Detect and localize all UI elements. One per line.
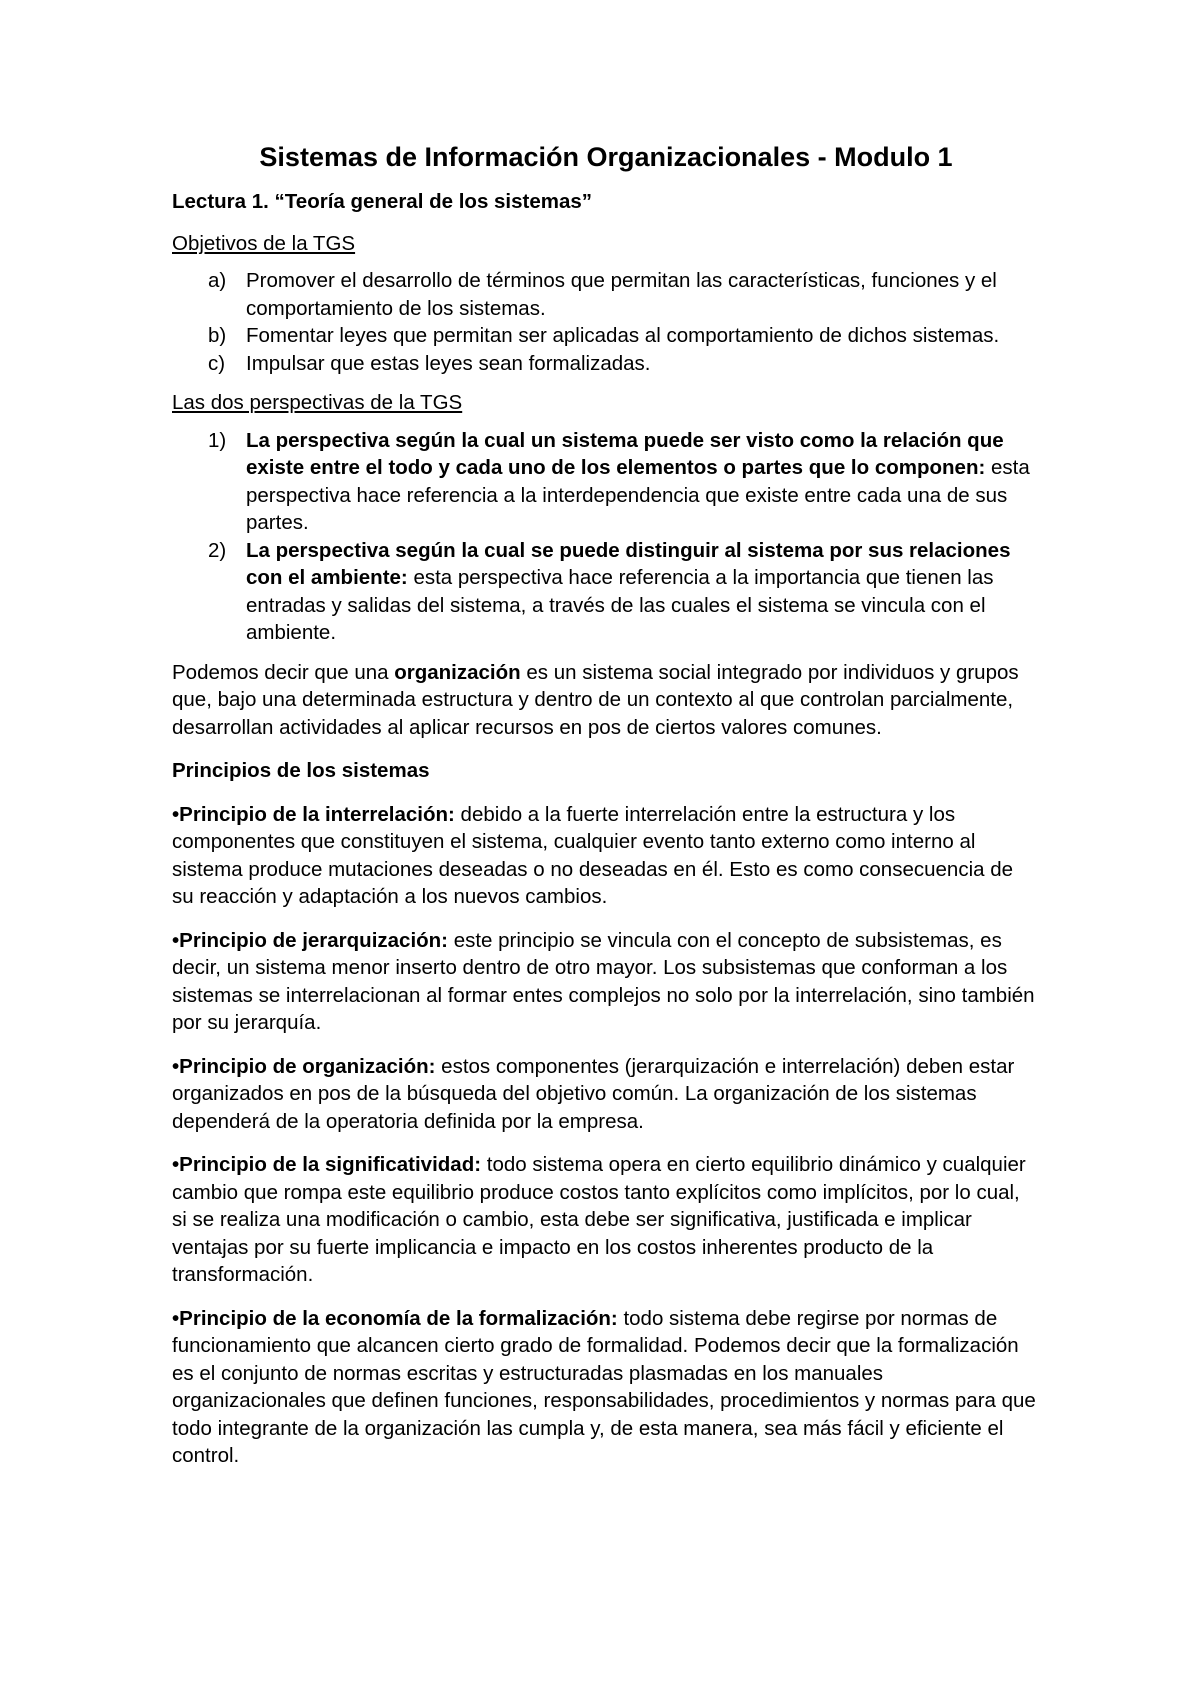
principle-paragraph (172, 1151, 1040, 1289)
principle-text: estos componentes (jerarquización e interrelación) deben estar organizados en pos de la búsqueda del objetivo común. La organización de los sistemas dependerá de la operatoria definida por la empresa. (172, 1054, 1015, 1133)
list-item-text: Fomentar leyes que permitan ser aplicadas al comportamiento de dichos sistemas. (246, 324, 1000, 347)
list-item-text: Impulsar que estas leyes sean formalizadas. (246, 351, 651, 375)
list-item-text: esta perspectiva hace referencia a la interdependencia que existe entre cada una de sus partes. (246, 456, 1030, 534)
paragraph-text: Podemos decir que una (172, 660, 395, 684)
list-marker: b) (208, 324, 227, 347)
principle-paragraph (172, 1053, 1040, 1136)
principle-text: debido a la fuerte interrelación entre la estructura y los componentes que constituyen el sistema, cualquier evento tanto externo como interno al sistema produce mutaciones deseadas o no deseadas en él. Esto es como consecuencia de su reacción y adaptación a los nuevos cambios. (172, 802, 1014, 908)
list-item-bold-text: La perspectiva según la cual se puede distinguir al sistema por sus relaciones con el ambiente: (246, 538, 1011, 589)
list-item (172, 322, 1040, 350)
list-item (172, 427, 1040, 537)
principle-text: este principio se vincula con el concepto de subsistemas, es decir, un sistema menor inserto dentro de otro mayor. Los subsistemas que conforman a los sistemas se interrelacionan al formar entes complejos no solo por la interrelación, sino también por su jerarquía. (172, 928, 1035, 1034)
list-marker: 2) (208, 538, 227, 562)
perspectives-list (172, 427, 1040, 647)
list-marker: 1) (208, 428, 227, 452)
objectives-list (172, 267, 1040, 377)
list-item (172, 350, 1040, 378)
principle-text: todo sistema opera en cierto equilibrio dinámico y cualquier cambio que rompa este equilibrio produce costos tanto explícitos como implícitos, por lo cual, si se realiza una modificación o cambio, esta debe ser significativa, justificada e implicar ventajas por su fuerte implicancia e impacto en los costos inherentes producto de la transformación. (172, 1153, 1026, 1286)
list-item (172, 267, 1040, 322)
list-item-text: esta perspectiva hace referencia a la importancia que tienen las entradas y salidas del sistema, a través de las cuales el sistema se vincula con el ambiente. (246, 566, 994, 644)
principle-title: •Principio de la significatividad: (172, 1153, 482, 1176)
list-marker: a) (208, 269, 227, 292)
principle-title: •Principio de la economía de la formalización: (172, 1306, 618, 1330)
paragraph-bold-term: organización (394, 660, 521, 684)
principles-heading: Principios de los sistemas (172, 759, 430, 782)
document-content (172, 140, 1040, 1486)
principle-text: todo sistema debe regirse por normas de funcionamiento que alcancen cierto grado de formalidad. Podemos decir que la formalización es el conjunto de normas escritas y estructuradas plasmadas en los manuales organizacionales que definen funciones, responsabilidades, procedimientos y normas para que todo integrante de la organización las cumpla y, de esta manera, sea más fácil y eficiente el control. (172, 1306, 1036, 1467)
organization-paragraph (172, 659, 1040, 742)
list-item-text: Promover el desarrollo de términos que permitan las características, funciones y el comportamiento de los sistemas. (246, 269, 997, 320)
list-item-bold-text: La perspectiva según la cual un sistema puede ser visto como la relación que existe entre el todo y cada uno de los elementos o partes que lo componen: (246, 428, 1004, 479)
lecture-heading: Lectura 1. “Teoría general de los sistemas” (172, 190, 593, 213)
principle-paragraph (172, 801, 1040, 911)
principle-title: •Principio de la interrelación: (172, 802, 455, 826)
objectives-heading: Objetivos de la TGS (172, 231, 356, 255)
perspectives-heading: Las dos perspectivas de la TGS (172, 391, 463, 414)
document-title: Sistemas de Información Organizacionales - Modulo 1 (259, 142, 953, 172)
paragraph-text: es un sistema social integrado por individuos y grupos que, bajo una determinada estructura y dentro de un contexto al que controlan parcialmente, desarrollan actividades al aplicar recursos en pos de ciertos valores comunes. (172, 660, 1019, 739)
principle-paragraph (172, 1305, 1040, 1470)
principle-title: •Principio de organización: (172, 1054, 436, 1078)
principle-title: •Principio de jerarquización: (172, 928, 449, 952)
principle-paragraph (172, 927, 1040, 1037)
list-item (172, 537, 1040, 647)
list-marker: c) (208, 351, 226, 375)
